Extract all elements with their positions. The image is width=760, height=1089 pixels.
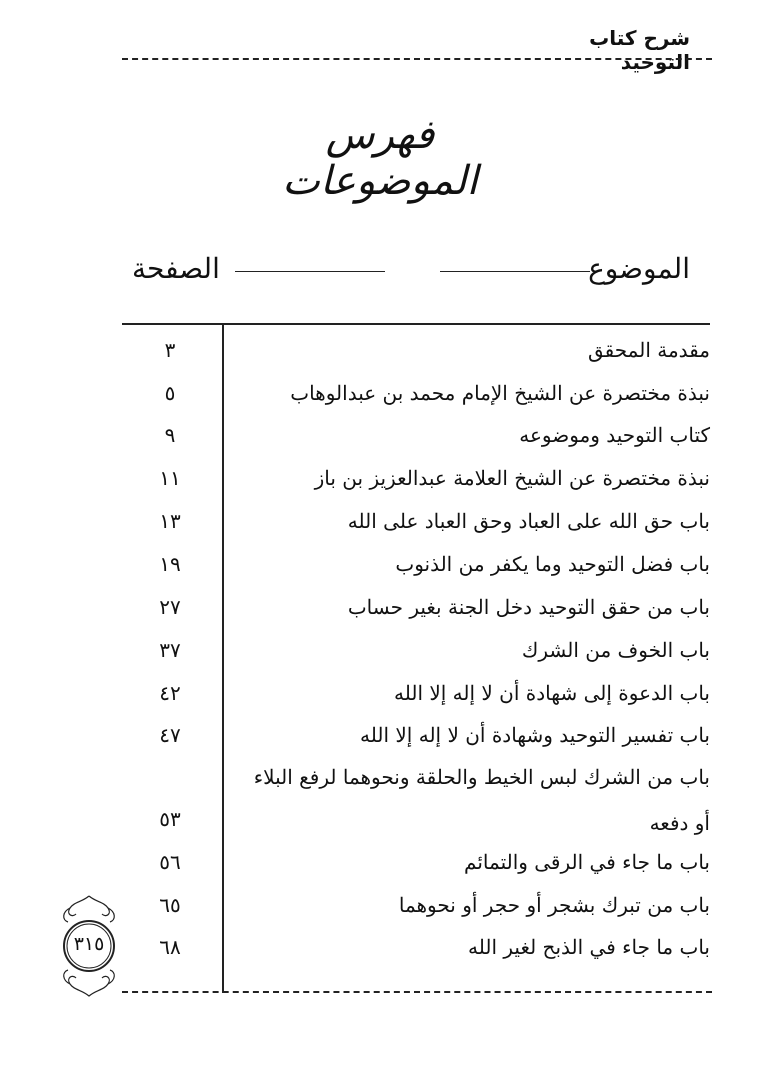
toc-entry-topic: باب من تبرك بشجر أو حجر أو نحوهما [398,893,710,917]
toc-entry-topic: كتاب التوحيد وموضوعه [519,423,710,447]
toc-entry-page: ١٩ [159,552,181,576]
toc-entry-topic: باب تفسير التوحيد وشهادة أن لا إله إلا الله [360,723,710,747]
footer-rule [122,991,712,993]
column-header-page: الصفحة [132,252,220,285]
header-rule [122,58,712,60]
toc-entry-topic: باب فضل التوحيد وما يكفر من الذنوب [395,552,710,576]
folio-ornament [58,892,120,1000]
toc-entry-page: ٥٣ [159,807,181,831]
page-title: فهرس الموضوعات [282,112,478,204]
toc-entry-topic: باب الدعوة إلى شهادة أن لا إله إلا الله [394,681,710,705]
toc-entry-topic: باب ما جاء في الرقى والتمائم [464,850,710,874]
page-number: ٣١٥ [73,933,105,955]
toc-entry-page: ٩ [164,423,176,447]
toc-entry-topic: باب حق الله على العباد وحق العباد على الله [347,509,710,533]
toc-entry-topic: باب ما جاء في الذبح لغير الله [468,935,710,959]
toc-entry-page: ٥ [164,381,176,405]
toc-entry-page: ٦٥ [159,893,181,917]
toc-entry-page: ٤٢ [159,681,181,705]
toc-entry-page: ٦٨ [159,935,181,959]
column-header-page-line [235,271,385,272]
toc-entry-page: ٢٧ [159,595,181,619]
column-header-topic-line [440,271,590,272]
toc-entry-page: ٤٧ [159,723,181,747]
toc-entry-page: ١١ [159,466,181,490]
toc-entry-topic: باب من الشرك لبس الخيط والحلقة ونحوهما لرفع البلاء أو دفعه [253,765,710,835]
toc-entry-topic: نبذة مختصرة عن الشيخ العلامة عبدالعزيز بن باز [314,466,710,490]
toc-entry-topic: باب من حقق التوحيد دخل الجنة بغير حساب [347,595,710,619]
toc-entry-page: ١٣ [159,509,181,533]
toc-entry-page: ٥٦ [159,850,181,874]
column-header-topic: الموضوع [588,252,690,285]
running-head: شرح كتاب التوحيد [589,26,690,74]
toc-entry-topic: مقدمة المحقق [587,338,710,362]
table-column-divider [222,323,224,993]
toc-entry-page: ٣ [164,338,176,362]
toc-entry-page: ٣٧ [159,638,181,662]
table-top-rule [122,323,710,325]
toc-entry-topic: باب الخوف من الشرك [521,638,710,662]
toc-entry-topic: نبذة مختصرة عن الشيخ الإمام محمد بن عبدالوهاب [290,381,710,405]
